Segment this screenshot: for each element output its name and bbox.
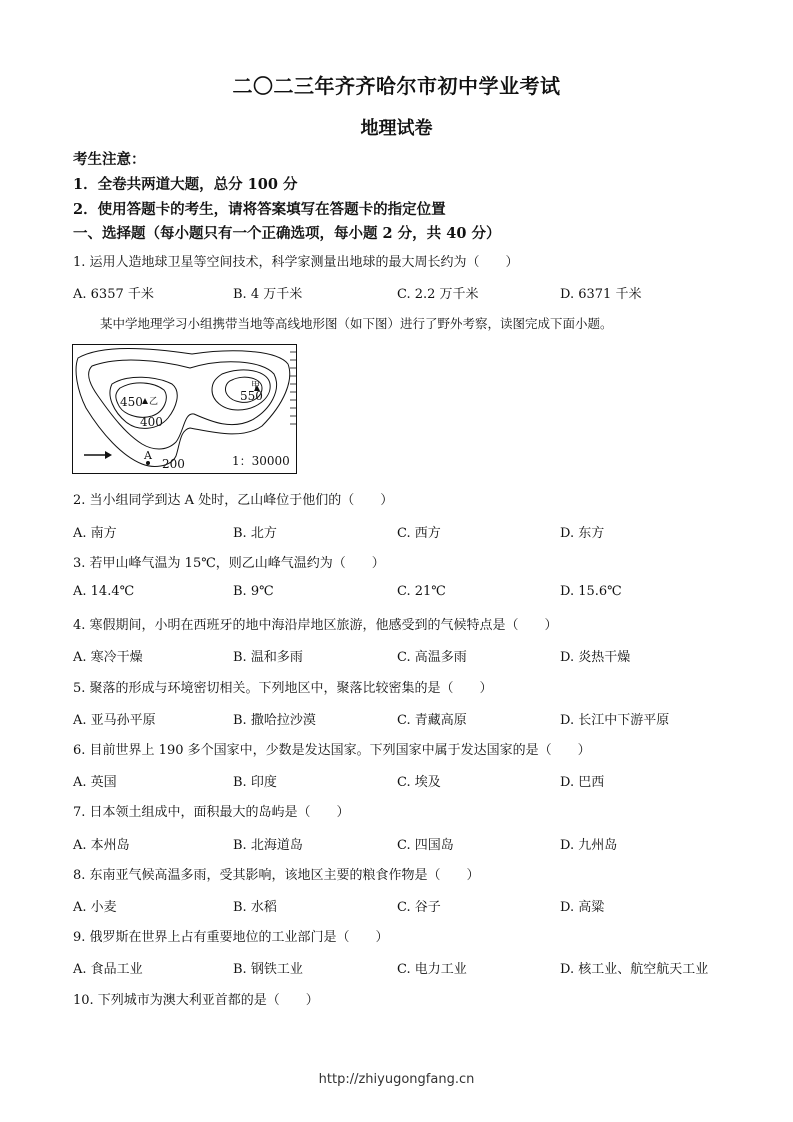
label-400: 400: [140, 415, 163, 429]
footer-url: http://zhiyugongfang.cn: [318, 1072, 475, 1087]
q8-option-b: B. 水稻: [233, 900, 277, 915]
q2-option-a: A. 南方: [73, 526, 117, 541]
question-8: 8. 东南亚气候高温多雨，受其影响，该地区主要的粮食作物是（ ）: [73, 868, 480, 883]
exam-subtitle: 地理试卷: [360, 118, 433, 139]
q6-option-a: A. 英国: [73, 775, 117, 790]
q8-option-c: C. 谷子: [397, 900, 441, 915]
question-2: 2. 当小组同学到达 A 处时，乙山峰位于他们的（ ）: [73, 493, 394, 508]
q1-option-c: C. 2.2 万千米: [397, 287, 479, 302]
q1-option-b: B. 4 万千米: [233, 287, 303, 302]
q4-option-b: B. 温和多雨: [233, 650, 303, 665]
question-6: 6. 目前世界上 190 多个国家中，少数是发达国家。下列国家中属于发达国家的是（ ）: [73, 743, 591, 758]
exam-title: 二〇二三年齐齐哈尔市初中学业考试: [232, 74, 561, 98]
question-1: 1. 运用人造地球卫星等空间技术，科学家测量出地球的最大周长约为（ ）: [73, 255, 519, 270]
q1-option-d: D. 6371 千米: [560, 287, 642, 302]
q9-option-d: D. 核工业、航空航天工业: [560, 962, 709, 977]
question-5: 5. 聚落的形成与环境密切相关。下列地区中，聚落比较密集的是（ ）: [73, 681, 493, 696]
question-9: 9. 俄罗斯在世界上占有重要地位的工业部门是（ ）: [73, 930, 389, 945]
q7-option-b: B. 北海道岛: [233, 838, 303, 853]
q2-option-c: C. 西方: [397, 526, 441, 541]
question-7: 7. 日本领土组成中，面积最大的岛屿是（ ）: [73, 805, 350, 820]
notice-line-2: 2．使用答题卡的考生，请将答案填写在答题卡的指定位置: [73, 201, 446, 218]
q1-option-a: A. 6357 千米: [73, 287, 154, 302]
q9-option-b: B. 钢铁工业: [233, 962, 303, 977]
label-450: 450: [120, 395, 143, 409]
q5-option-d: D. 长江中下游平原: [560, 713, 670, 728]
q5-option-a: A. 亚马孙平原: [73, 713, 156, 728]
section-heading: 一、选择题（每小题只有一个正确选项，每小题 2 分，共 40 分）: [73, 225, 501, 242]
q5-option-b: B. 撒哈拉沙漠: [233, 713, 316, 728]
map-intro-text: 某中学地理学习小组携带当地等高线地形图（如下图）进行了野外考察，读图完成下面小题。: [100, 316, 613, 331]
notice-line-1: 1．全卷共两道大题，总分 100 分: [73, 176, 298, 193]
q6-option-b: B. 印度: [233, 775, 277, 790]
q3-option-a: A. 14.4℃: [73, 584, 135, 599]
notice-heading: 考生注意：: [73, 151, 146, 168]
q6-option-c: C. 埃及: [397, 775, 441, 790]
q4-option-d: D. 炎热干燥: [560, 650, 631, 665]
map-scale: 1：30000: [232, 454, 290, 468]
q7-option-a: A. 本州岛: [73, 838, 130, 853]
label-yi-peak: 乙: [149, 397, 159, 407]
q7-option-d: D. 九州岛: [560, 838, 618, 853]
q7-option-c: C. 四国岛: [397, 838, 454, 853]
q9-option-a: A. 食品工业: [73, 962, 143, 977]
q6-option-d: D. 巴西: [560, 775, 605, 790]
q4-option-c: C. 高温多雨: [397, 650, 467, 665]
q3-option-d: D. 15.6℃: [560, 584, 622, 599]
label-jia-peak: 甲: [251, 381, 261, 391]
q5-option-c: C. 青藏高原: [397, 713, 467, 728]
q3-option-c: C. 21℃: [397, 584, 446, 599]
question-10: 10. 下列城市为澳大利亚首都的是（ ）: [73, 993, 319, 1008]
q4-option-a: A. 寒冷干燥: [73, 650, 143, 665]
q2-option-d: D. 东方: [560, 526, 605, 541]
question-3: 3. 若甲山峰气温为 15℃，则乙山峰气温约为（ ）: [73, 556, 385, 571]
label-200: 200: [162, 457, 185, 471]
q2-option-b: B. 北方: [233, 526, 277, 541]
q8-option-d: D. 高粱: [560, 900, 605, 915]
question-4: 4. 寒假期间，小明在西班牙的地中海沿岸地区旅游，他感受到的气候特点是（ ）: [73, 618, 558, 633]
contour-map: [72, 344, 297, 474]
label-550: 550: [240, 389, 263, 403]
q3-option-b: B. 9℃: [233, 584, 274, 599]
label-point-a: A: [144, 449, 152, 462]
q9-option-c: C. 电力工业: [397, 962, 467, 977]
q8-option-a: A. 小麦: [73, 900, 117, 915]
